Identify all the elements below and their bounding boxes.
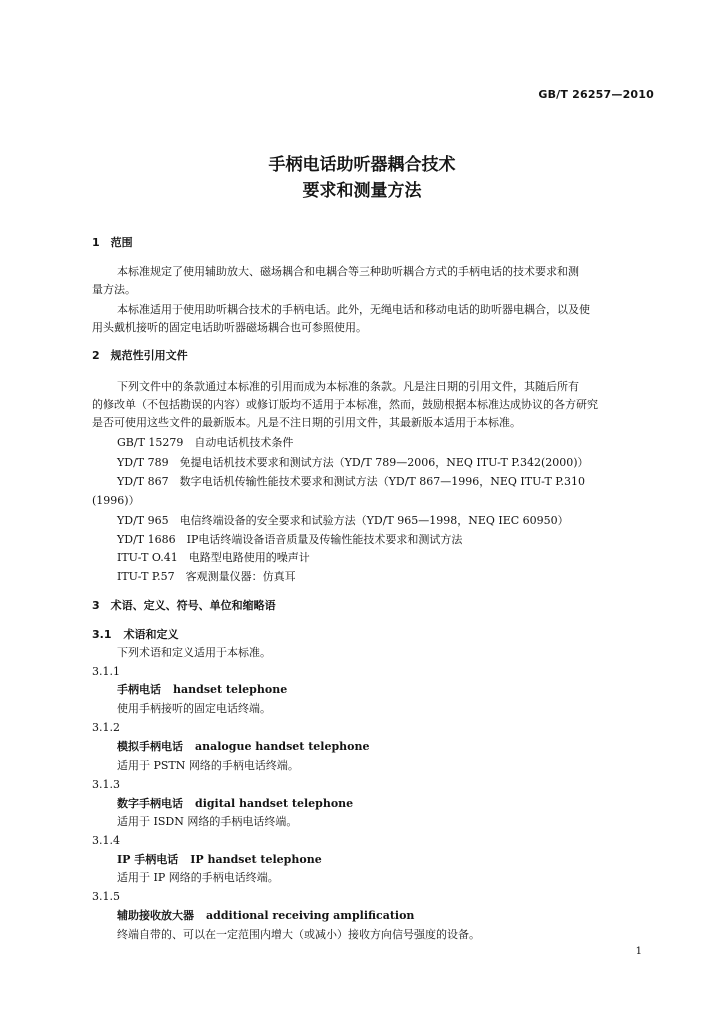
reference-item: YD/T 1686 IP电话终端设备语音质量及传输性能技术要求和测试方法	[117, 533, 463, 546]
term-english: handset telephone	[173, 683, 288, 696]
term-chinese: 模拟手柄电话	[117, 740, 183, 753]
s2-paragraph-line-2: 的修改单（不包括勘误的内容）或修订版均不适用于本标准，然而，鼓励根据本标准达成协议的各方研究	[92, 398, 598, 411]
reference-item: YD/T 867 数字电话机传输性能技术要求和测试方法（YD/T 867—1996，NEQ ITU-T P.310	[117, 475, 585, 488]
reference-item: YD/T 965 电信终端设备的安全要求和试验方法（YD/T 965—1998，NEQ IEC 60950）	[117, 514, 569, 527]
term-entry	[117, 797, 353, 811]
standard-number: GB/T 26257—2010	[538, 88, 654, 101]
term-number: 3.1.2	[92, 721, 120, 734]
term-definition: 适用于 PSTN 网络的手柄电话终端。	[117, 759, 299, 772]
term-chinese: 辅助接收放大器	[117, 909, 194, 922]
subsection-3-1-intro: 下列术语和定义适用于本标准。	[117, 646, 271, 659]
section-2-heading: 2 规范性引用文件	[92, 349, 188, 362]
term-entry	[117, 909, 414, 923]
term-number: 3.1.1	[92, 665, 120, 678]
s2-paragraph-line-1: 下列文件中的条款通过本标准的引用而成为本标准的条款。凡是注日期的引用文件，其随后所有	[117, 380, 579, 393]
section-3-heading: 3 术语、定义、符号、单位和缩略语	[92, 599, 276, 612]
reference-item: ITU-T P.57 客观测量仪器：仿真耳	[117, 570, 296, 583]
term-definition: 使用手柄接听的固定电话终端。	[117, 702, 271, 715]
term-definition: 适用于 ISDN 网络的手柄电话终端。	[117, 815, 298, 828]
term-entry	[117, 853, 322, 867]
term-chinese: 手柄电话	[117, 683, 161, 696]
term-chinese: 数字手柄电话	[117, 797, 183, 810]
term-entry	[117, 740, 369, 754]
s1-paragraph-2-line-2: 用头戴机接听的固定电话助听器磁场耦合也可参照使用。	[92, 321, 367, 334]
term-chinese: IP 手柄电话	[117, 853, 179, 866]
s1-paragraph-1-line-2: 量方法。	[92, 283, 136, 296]
document-title-line-2: 要求和测量方法	[302, 181, 422, 201]
term-english: analogue handset telephone	[195, 740, 370, 753]
term-english: additional receiving amplification	[206, 909, 415, 922]
term-english: IP handset telephone	[190, 853, 322, 866]
s1-paragraph-2-line-1: 本标准适用于使用助听耦合技术的手柄电话。此外，无绳电话和移动电话的助听器电耦合，以及使	[117, 303, 590, 316]
reference-item: GB/T 15279 自动电话机技术条件	[117, 436, 294, 449]
reference-item: YD/T 789 免提电话机技术要求和测试方法（YD/T 789—2006，NEQ ITU-T P.342(2000)）	[117, 456, 589, 469]
reference-item: ITU-T O.41 电路型电路使用的噪声计	[117, 551, 310, 564]
s1-paragraph-1-line-1: 本标准规定了使用辅助放大、磁场耦合和电耦合等三种助听耦合方式的手柄电话的技术要求和测	[117, 265, 579, 278]
term-number: 3.1.3	[92, 778, 120, 791]
term-entry	[117, 683, 287, 697]
s2-paragraph-line-3: 是否可使用这些文件的最新版本。凡是不注日期的引用文件，其最新版本适用于本标准。	[92, 416, 521, 429]
subsection-number: 3.1	[92, 628, 112, 641]
page-number: 1	[635, 946, 642, 957]
document-title-line-1: 手柄电话助听器耦合技术	[268, 155, 456, 175]
term-english: digital handset telephone	[195, 797, 354, 810]
term-number: 3.1.4	[92, 834, 120, 847]
reference-item-continuation: (1996)）	[92, 494, 140, 507]
subsection-title: 术语和定义	[123, 628, 179, 641]
term-definition: 终端自带的、可以在一定范围内增大（或减小）接收方向信号强度的设备。	[117, 928, 480, 941]
subsection-3-1-heading	[92, 628, 179, 642]
section-1-heading: 1 范围	[92, 236, 133, 249]
term-number: 3.1.5	[92, 890, 120, 903]
term-definition: 适用于 IP 网络的手柄电话终端。	[117, 871, 279, 884]
